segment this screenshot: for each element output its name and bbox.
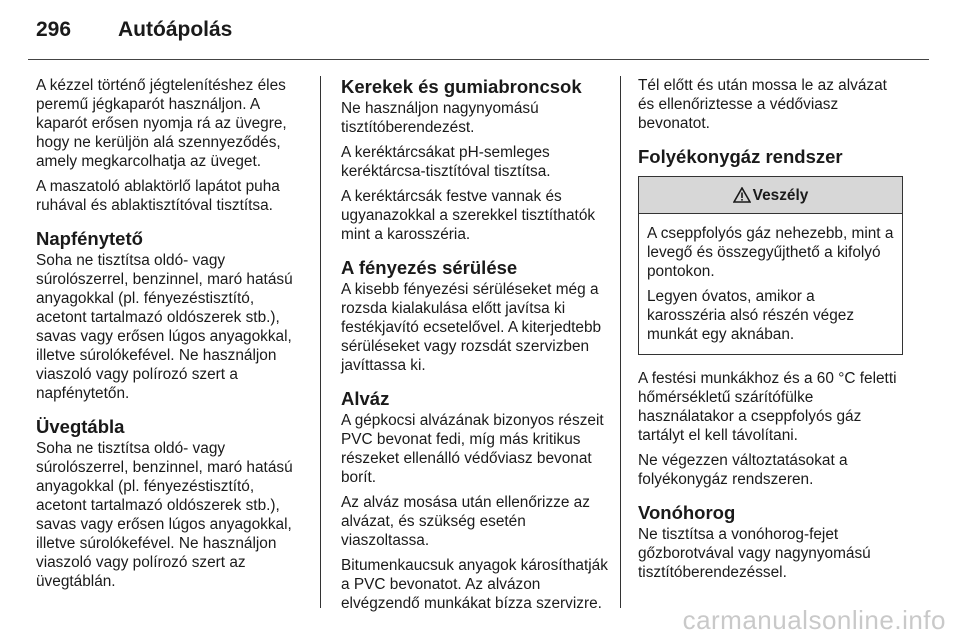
danger-body — [639, 214, 902, 354]
page-header — [36, 18, 232, 50]
paragraph: A festési munkákhoz és a 60 °C feletti hőmérsékletű szárítófülke használatakor a cseppfolyós gáz tartályt el kell távolítani. — [638, 370, 897, 444]
watermark-text: carmanualsonline.info — [682, 605, 946, 635]
paragraph: A cseppfolyós gáz nehezebb, mint a levegő és összegyűjthető a kifolyó pontokon. — [647, 225, 894, 280]
paragraph: A maszatoló ablaktörlő lapátot puha ruhával és ablaktisztítóval tisztítsa. — [36, 178, 280, 214]
heading-sunroof: Napfénytető — [36, 228, 143, 249]
paragraph: Az alváz mosása után ellenőrizze az alvázat, és szükség esetén viaszoltassa. — [341, 494, 590, 549]
paragraph: Soha ne tisztítsa oldó- vagy súrolószerrel, benzinnel, maró hatású anyagokkal (pl. fényezéstisztító, acetont tartalmazó oldószerek stb.), savas vagy erősen lúgos anyagokkal, illetve súrolókefével. Ne használjon viaszoló vagy polírozó szert az üvegtáblán. — [36, 440, 293, 590]
paragraph: Ne használjon nagynyomású tisztítóberendezést. — [341, 100, 539, 136]
heading-towbar: Vonóhorog — [638, 502, 736, 523]
paragraph: Tél előtt és után mossa le az alvázat és ellenőriztesse a védőviasz bevonatot. — [638, 77, 887, 132]
paragraph: A kézzel történő jégtelenítéshez éles peremű jégkaparót használjon. A kaparót erősen nyomja rá az üvegre, hogy ne kerüljön alá szennyeződés, amely megkarcolhatja az üveget. — [36, 77, 287, 170]
paragraph: Ne tisztítsa a vonóhorog-fejet gőzborotvával vagy nagynyomású tisztítóberendezéssel. — [638, 526, 871, 581]
header-divider — [28, 59, 929, 60]
page-number: 296 — [36, 18, 72, 41]
column-divider — [620, 76, 621, 608]
danger-header — [639, 177, 902, 214]
danger-box — [638, 176, 903, 355]
column-divider — [320, 76, 321, 608]
paragraph: A keréktárcsákat pH-semleges keréktárcsa-tisztítóval tisztítsa. — [341, 144, 551, 180]
heading-underbody: Alváz — [341, 388, 390, 409]
warning-triangle-icon — [733, 187, 751, 203]
column-1 — [36, 76, 306, 597]
heading-lpg-system: Folyékonygáz rendszer — [638, 146, 843, 167]
heading-paint-damage: A fényezés sérülése — [341, 257, 518, 278]
paragraph: Legyen óvatos, amikor a karosszéria alsó részén végez munkát egy aknában. — [647, 288, 855, 343]
heading-wheels-tyres: Kerekek és gumiabroncsok — [341, 76, 582, 97]
section-title: Autóápolás — [118, 18, 233, 41]
column-2 — [341, 76, 613, 619]
paragraph: Bitumenkaucsuk anyagok károsíthatják a PVC bevonatot. Az alvázon elvégzendő munkákat bízza szervizre. — [341, 557, 608, 612]
paragraph: Soha ne tisztítsa oldó- vagy súrolószerrel, benzinnel, maró hatású anyagokkal (pl. fényezéstisztító, acetont tartalmazó oldószerek stb.), savas vagy erősen lúgos anyagokkal, illetve súrolókefével. Ne használjon viaszoló vagy polírozó szert a napfénytetőn. — [36, 252, 293, 402]
paragraph: A gépkocsi alvázának bizonyos részeit PVC bevonat fedi, míg más kritikus részeket ellenálló védőviasz bevonat borít. — [341, 412, 604, 486]
danger-title: Veszély — [752, 186, 809, 204]
column-3 — [638, 76, 903, 588]
paragraph: A kisebb fényezési sérüléseket még a rozsda kialakulása előtt javítsa ki festékjavító ecsetelővel. A kiterjedtebb sérüléseket vagy rozsdát szervizben javíttassa ki. — [341, 281, 602, 374]
heading-glass-panel: Üvegtábla — [36, 416, 125, 437]
paragraph: Ne végezzen változtatásokat a folyékonygáz rendszeren. — [638, 452, 848, 488]
paragraph: A keréktárcsák festve vannak és ugyanazokkal a szerekkel tisztíthatók mint a karosszéria. — [341, 188, 596, 243]
